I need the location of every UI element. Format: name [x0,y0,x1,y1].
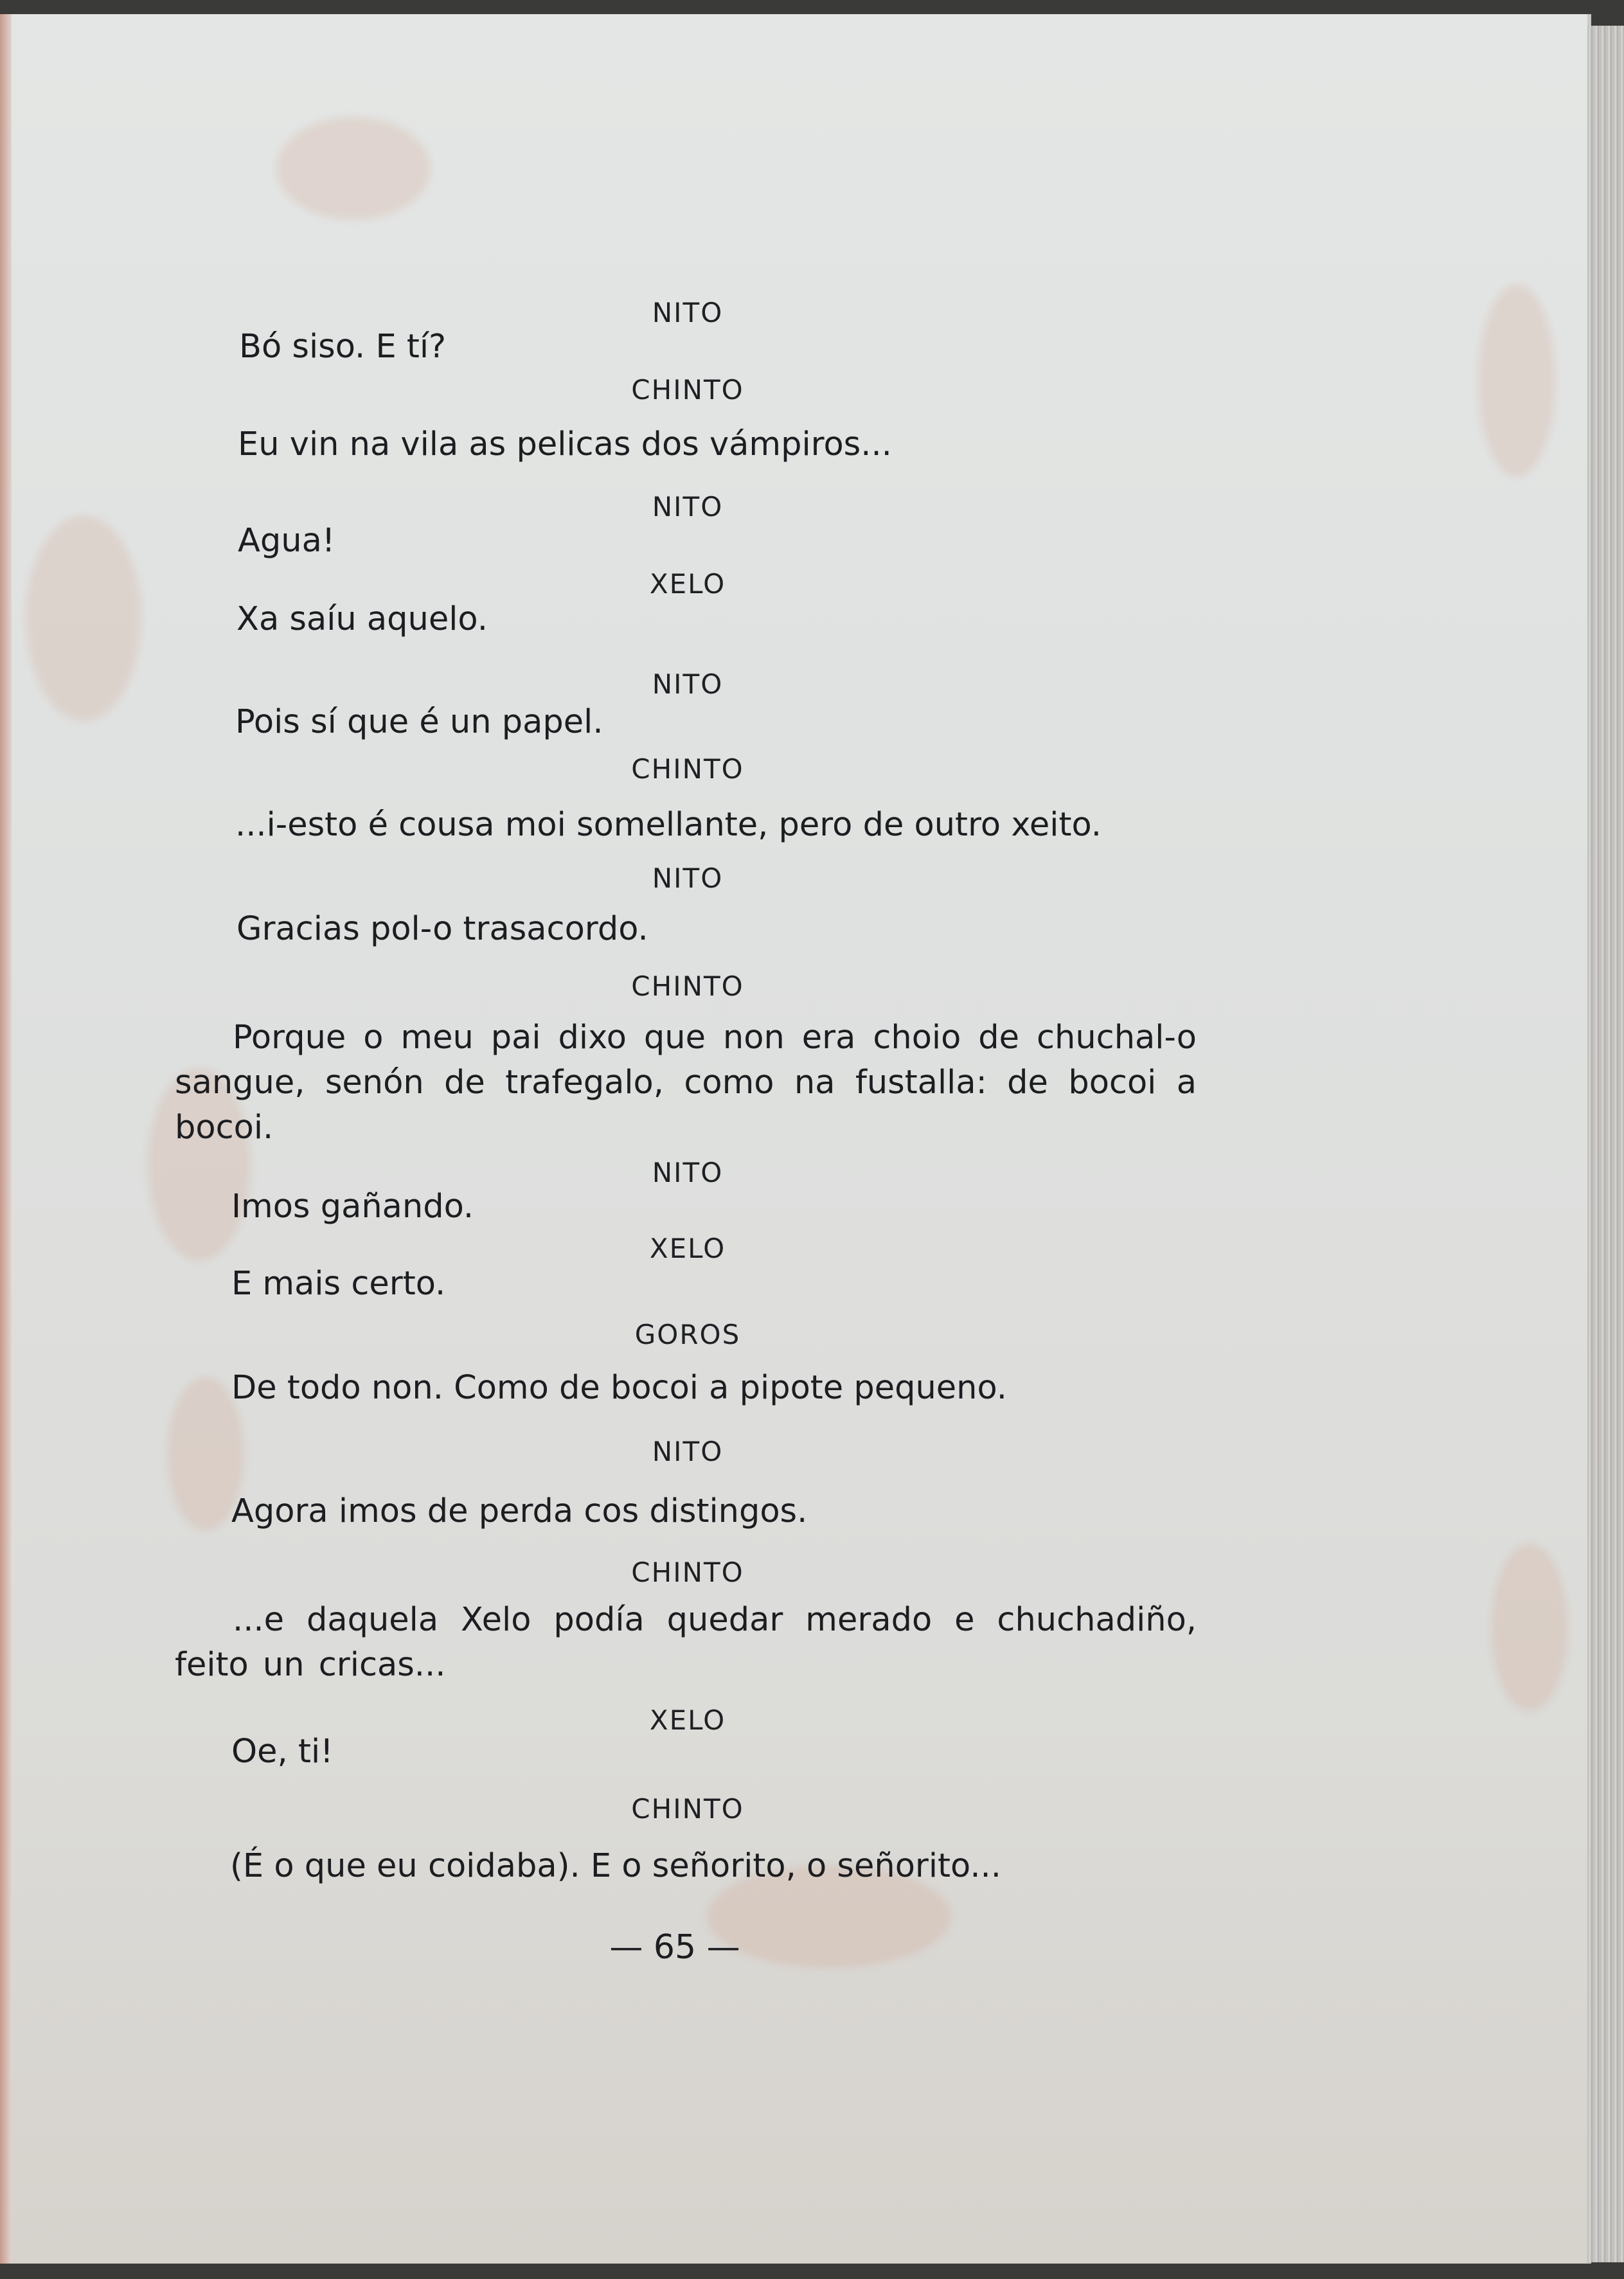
dialogue-line: Imos gañando. [231,1188,474,1226]
dialogue-line: Agora imos de perda cos distingos. [231,1492,808,1530]
paper-stain [276,117,431,220]
dialogue-line: Eu vin na vila as pelicas dos vámpiros... [238,425,892,463]
dialogue-line: (É o que eu coidaba). E o señorito, o señorito... [230,1847,1001,1885]
dialogue-paragraph: Porque o meu pai dixo que non era choio de chuchal-o sangue, senón de trafegalo, como na fustalla: de bocoi a bocoi. [175,1019,1197,1147]
dialogue-line: Gracias pol-o trasacordo. [236,910,648,948]
dialogue-line: De todo non. Como de bocoi a pipote pequeno. [231,1369,1008,1407]
paper-stain [26,515,141,721]
dialogue-line: Pois sí que é un papel. [235,703,603,741]
dialogue-line: E mais certo. [231,1265,446,1303]
dialogue-line: Agua! [238,522,335,560]
page-stack-edge [1587,26,1624,2262]
dialogue-line: Bó siso. E tí? [239,328,447,366]
paper-stain [1491,1544,1568,1711]
dialogue-line: Xa saíu aquelo. [236,600,488,638]
dialogue-line: Oe, ti! [231,1733,334,1771]
dialogue-paragraph: ...e daquela Xelo podía quedar merado e chuchadiño, feito un cricas... [175,1601,1197,1684]
book-page: NITO Bó siso. E tí? CHINTO Eu vin na vila as pelicas dos vámpiros... NITO Agua! XELO Xa saíu aquelo. NITO Pois sí que é un papel. CHINTO ...i-esto é cousa moi somellante, pero de outro xeito. NITO Gracias pol-o trasacordo. CHINTO Porque o meu pai dixo que non era choio de chuchal-o sangue, senón de trafegalo, como na fustalla: de bocoi a bocoi. NITO Imos gañando. XELO E mais certo. GOROS De todo non. Como de bocoi a pipote pequeno. NITO Agora imos de perda cos distingos. CHINTO ...e daquela Xelo podía quedar merado e chuchadiño, feito un cricas... XELO Oe, ti! CHINTO (É o que eu coidaba). E o señorito, o señorito... — 65 — [0,14,1591,2264]
dialogue-line: ...i-esto é cousa moi somellante, pero de outro xeito. [235,806,1102,844]
paper-stain [1478,284,1555,477]
page-left-edge [0,14,12,2264]
